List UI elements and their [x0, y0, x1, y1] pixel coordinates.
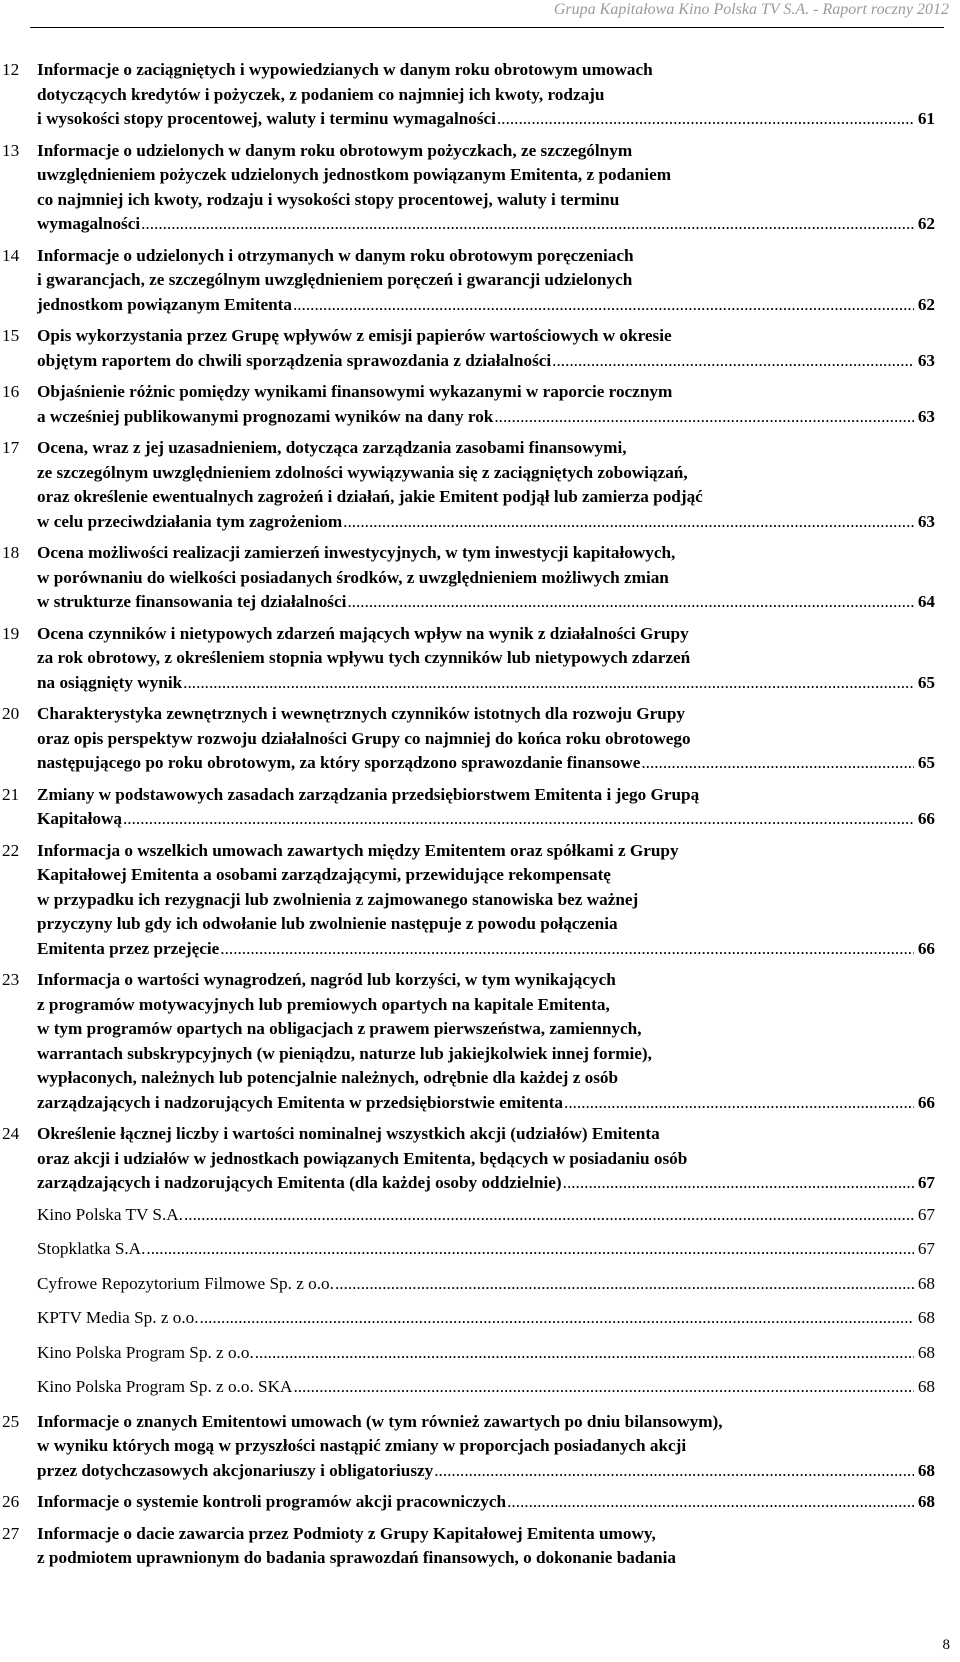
toc-entry-text: Informacje o udzielonych w danym roku obrotowym pożyczkach, ze szczególnym	[37, 140, 633, 160]
toc-entry-number: 22	[2, 840, 20, 860]
dot-leader	[347, 590, 913, 615]
toc-page-number: 66	[917, 809, 935, 828]
dot-leader	[641, 751, 913, 776]
toc-entry[interactable]	[0, 1522, 935, 1571]
dot-leader	[220, 937, 914, 962]
dot-leader	[343, 510, 914, 535]
toc-page-number: 62	[917, 214, 935, 233]
toc-entry-text: Ocena czynników i nietypowych zdarzeń mających wpływ na wynik z działalności Grupy	[37, 623, 689, 643]
toc-entry-text: Informacje o dacie zawarcia przez Podmioty z Grupy Kapitałowej Emitenta umowy,	[37, 1523, 656, 1543]
toc-entry-text: Charakterystyka zewnętrznych i wewnętrznych czynników istotnych dla rozwoju Grupy	[37, 704, 685, 723]
toc-entry-text: w strukturze finansowania tej działalności	[37, 592, 347, 611]
dot-leader	[335, 1272, 914, 1297]
toc-page-number: 66	[917, 1092, 935, 1112]
toc-entry[interactable]	[0, 702, 935, 776]
toc-page-number: 63	[917, 511, 935, 531]
page-number: 8	[942, 1637, 950, 1653]
toc-entry[interactable]	[0, 541, 935, 615]
toc-entry-text: oraz opis perspektyw rozwoju działalności Grupy co najmniej do końca roku obrotowego	[37, 728, 691, 748]
toc-entry-text: Emitenta przez przejęcie	[37, 938, 220, 958]
toc-entry-text: objętym raportem do chwili sporządzenia sprawozdania z działalności	[37, 350, 552, 370]
toc-entry-text: z programów motywacyjnych lub premiowych opartych na kapitale Emitenta,	[37, 994, 610, 1014]
dot-leader	[552, 349, 914, 374]
toc-page-number: 68	[917, 1273, 935, 1293]
toc-entry[interactable]	[0, 380, 935, 429]
header-divider	[30, 27, 944, 28]
toc-entry-text: oraz akcji i udziałów w jednostkach powiązanych Emitenta, będących w posiadaniu osób	[37, 1148, 688, 1168]
toc-entry-text: zarządzających i nadzorujących Emitenta (dla każdej osoby oddzielnie)	[37, 1173, 562, 1192]
toc-entry-text: w celu przeciwdziałania tym zagrożeniom	[37, 511, 343, 531]
toc-entry-text: Określenie łącznej liczby i wartości nominalnej wszystkich akcji (udziałów) Emitenta	[37, 1124, 660, 1143]
toc-page-number: 67	[917, 1239, 935, 1258]
toc-entry-text: Kino Polska Program Sp. z o.o.	[37, 1342, 254, 1362]
dot-leader	[146, 1237, 913, 1262]
toc-entry[interactable]	[0, 622, 935, 696]
toc-entry[interactable]	[0, 58, 935, 132]
toc-subentry[interactable]	[0, 1375, 935, 1400]
dot-leader	[293, 1375, 913, 1400]
toc-entry-text: Informacje o zaciągniętych i wypowiedzianych w danym roku obrotowym umowach	[37, 60, 653, 79]
toc-entry-number: 17	[2, 438, 20, 457]
toc-entry-text: dotyczących kredytów i pożyczek, z podaniem co najmniej ich kwoty, rodzaju	[37, 84, 605, 104]
toc-entry[interactable]	[0, 783, 935, 832]
toc-entry-text: a wcześniej publikowanymi prognozami wyników na dany rok	[37, 406, 494, 426]
toc-entry[interactable]	[0, 1490, 935, 1515]
toc-page-number: 68	[917, 1460, 935, 1480]
toc-page-number: 61	[917, 109, 935, 128]
dot-leader	[434, 1459, 914, 1484]
dot-leader	[563, 1171, 914, 1196]
dot-leader	[507, 1490, 914, 1515]
toc-entry-number: 14	[2, 245, 20, 265]
dot-leader	[184, 1203, 914, 1228]
toc-entry-text: co najmniej ich kwoty, rodzaju i wysokości stopy procentowej, waluty i terminu	[37, 189, 620, 209]
toc-entry-number: 25	[2, 1411, 20, 1431]
toc-entry-number: 13	[2, 140, 20, 160]
toc-entry-text: w tym programów opartych na obligacjach z prawem pierwszeństwa, zamiennych,	[37, 1019, 642, 1038]
toc-entry[interactable]	[0, 436, 935, 534]
toc-page-number: 68	[917, 1377, 935, 1396]
toc-entry-text: na osiągnięty wynik	[37, 672, 183, 692]
toc-page-number: 66	[917, 938, 935, 958]
toc-entry-text: Kino Polska Program Sp. z o.o. SKA	[37, 1377, 293, 1396]
toc-page-number: 68	[917, 1492, 935, 1511]
toc-entry[interactable]	[0, 139, 935, 237]
dot-leader	[564, 1091, 914, 1116]
toc-page-number: 65	[917, 672, 935, 692]
toc-entry-text: ze szczególnym uwzględnieniem zdolności wywiązywania się z zaciągniętych zobowiązań,	[37, 462, 688, 482]
toc-entry-text: następującego po roku obrotowym, za który sporządzono sprawozdanie finansowe	[37, 753, 641, 772]
toc-page-number: 64	[917, 592, 935, 611]
toc-entry-number: 12	[2, 60, 20, 79]
toc-entry[interactable]	[0, 968, 935, 1115]
toc-entry-number: 18	[2, 543, 20, 562]
toc-page-number: 68	[917, 1342, 935, 1362]
toc-entry-number: 16	[2, 382, 20, 401]
toc-page-number: 63	[917, 350, 935, 370]
toc-entry-number: 20	[2, 704, 20, 723]
dot-leader	[200, 1306, 914, 1331]
toc-page-number: 62	[917, 294, 935, 314]
toc-entry-text: oraz określenie ewentualnych zagrożeń i działań, jakie Emitent podjął lub zamierza podjąć	[37, 487, 703, 506]
toc-entry-number: 27	[2, 1523, 20, 1543]
toc-subentry[interactable]	[0, 1237, 935, 1262]
toc-entry-number: 26	[2, 1492, 20, 1511]
dot-leader	[255, 1341, 914, 1366]
dot-leader	[183, 671, 914, 696]
toc-entry-text: KPTV Media Sp. z o.o.	[37, 1308, 199, 1327]
toc-entry-text: Kino Polska TV S.A.	[37, 1204, 183, 1224]
toc-entry-number: 21	[2, 784, 20, 804]
toc-page-number: 67	[917, 1204, 935, 1224]
toc-entry-number: 15	[2, 326, 20, 345]
dot-leader	[123, 807, 914, 832]
toc-entry-number: 24	[2, 1124, 20, 1143]
toc-entry[interactable]	[0, 244, 935, 318]
toc-entry-text: Objaśnienie różnic pomiędzy wynikami finansowymi wykazanymi w raporcie rocznym	[37, 382, 673, 401]
toc-entry-text: z podmiotem uprawnionym do badania sprawozdań finansowych, o dokonanie badania	[37, 1548, 676, 1567]
table-of-contents	[0, 58, 960, 1578]
toc-entry-text: Ocena, wraz z jej uzasadnieniem, dotycząca zarządzania zasobami finansowymi,	[37, 438, 627, 457]
toc-entry-text: Kapitałową	[37, 809, 122, 828]
toc-entry-text: Zmiany w podstawowych zasadach zarządzania przedsiębiorstwem Emitenta i jego Grupą	[37, 784, 700, 804]
dot-leader	[497, 107, 914, 132]
toc-entry-text: uwzględnieniem pożyczek udzielonych jednostkom powiązanym Emitenta, z podaniem	[37, 165, 672, 184]
toc-entry-text: Informacje o systemie kontroli programów akcji pracowniczych	[37, 1492, 507, 1511]
toc-entry-text: wypłaconych, należnych lub potencjalnie należnych, odrębnie dla każdej z osób	[37, 1068, 619, 1087]
toc-entry-text: i gwarancjach, ze szczególnym uwzględnieniem poręczeń i gwarancji udzielonych	[37, 270, 633, 289]
toc-entry-text: w wyniku których mogą w przyszłości nastąpić zmiany w proporcjach posiadanych akcji	[37, 1436, 687, 1455]
toc-entry[interactable]	[0, 1410, 935, 1484]
toc-entry-text: warrantach subskrypcyjnych (w pieniądzu, naturze lub jakiejkolwiek innej formie),	[37, 1043, 652, 1063]
toc-entry-text: Informacje o udzielonych i otrzymanych w danym roku obrotowym poręczeniach	[37, 245, 634, 265]
toc-subentry[interactable]	[0, 1203, 935, 1228]
toc-page-number: 65	[917, 753, 935, 772]
toc-entry-text: za rok obrotowy, z określeniem stopnia wpływu tych czynników lub nietypowych zdarzeń	[37, 648, 691, 667]
toc-entry-text: i wysokości stopy procentowej, waluty i terminu wymagalności	[37, 109, 496, 128]
toc-entry-text: jednostkom powiązanym Emitenta	[37, 294, 292, 314]
dot-leader	[141, 212, 914, 237]
dot-leader	[293, 293, 914, 318]
toc-entry[interactable]	[0, 324, 935, 373]
toc-entry-text: Opis wykorzystania przez Grupę wpływów z emisji papierów wartościowych w okresie	[37, 326, 672, 345]
toc-page-number: 68	[917, 1308, 935, 1327]
toc-entry-text: Ocena możliwości realizacji zamierzeń inwestycyjnych, w tym inwestycji kapitałowych,	[37, 543, 676, 562]
toc-entry-text: w porównaniu do wielkości posiadanych środków, z uwzględnieniem możliwych zmian	[37, 567, 669, 587]
toc-entry-text: Informacje o znanych Emitentowi umowach (w tym również zawartych po dniu bilansowym),	[37, 1411, 723, 1431]
toc-page-number: 63	[917, 406, 935, 426]
page-header: Grupa Kapitałowa Kino Polska TV S.A. - Raport roczny 2012	[553, 1, 949, 18]
toc-entry-text: Informacja o wszelkich umowach zawartych między Emitentem oraz spółkami z Grupy	[37, 840, 679, 860]
toc-entry-number: 23	[2, 970, 20, 989]
toc-entry-text: Kapitałowej Emitenta a osobami zarządzającymi, przewidujące rekompensatę	[37, 865, 611, 884]
toc-entry-text: przez dotychczasowych akcjonariuszy i obligatoriuszy	[37, 1460, 434, 1480]
toc-subentry[interactable]	[0, 1341, 935, 1366]
toc-entry-text: Cyfrowe Repozytorium Filmowe Sp. z o.o.	[37, 1273, 334, 1293]
toc-subentry[interactable]	[0, 1272, 935, 1297]
toc-entry[interactable]	[0, 839, 935, 962]
toc-page-number: 67	[917, 1173, 935, 1192]
toc-subentry[interactable]	[0, 1306, 935, 1331]
toc-entry[interactable]	[0, 1122, 935, 1196]
toc-entry-text: w przypadku ich rezygnacji lub zwolnienia z zajmowanego stanowiska bez ważnej	[37, 889, 639, 909]
toc-entry-text: zarządzających i nadzorujących Emitenta w przedsiębiorstwie emitenta	[37, 1092, 564, 1112]
toc-entry-text: wymagalności	[37, 214, 141, 233]
toc-entry-text: Informacja o wartości wynagrodzeń, nagród lub korzyści, w tym wynikających	[37, 970, 616, 989]
toc-entry-text: Stopklatka S.A.	[37, 1239, 146, 1258]
toc-entry-text: przyczyny lub gdy ich odwołanie lub zwolnienie następuje z powodu połączenia	[37, 914, 618, 933]
dot-leader	[494, 405, 913, 430]
toc-entry-number: 19	[2, 623, 20, 643]
